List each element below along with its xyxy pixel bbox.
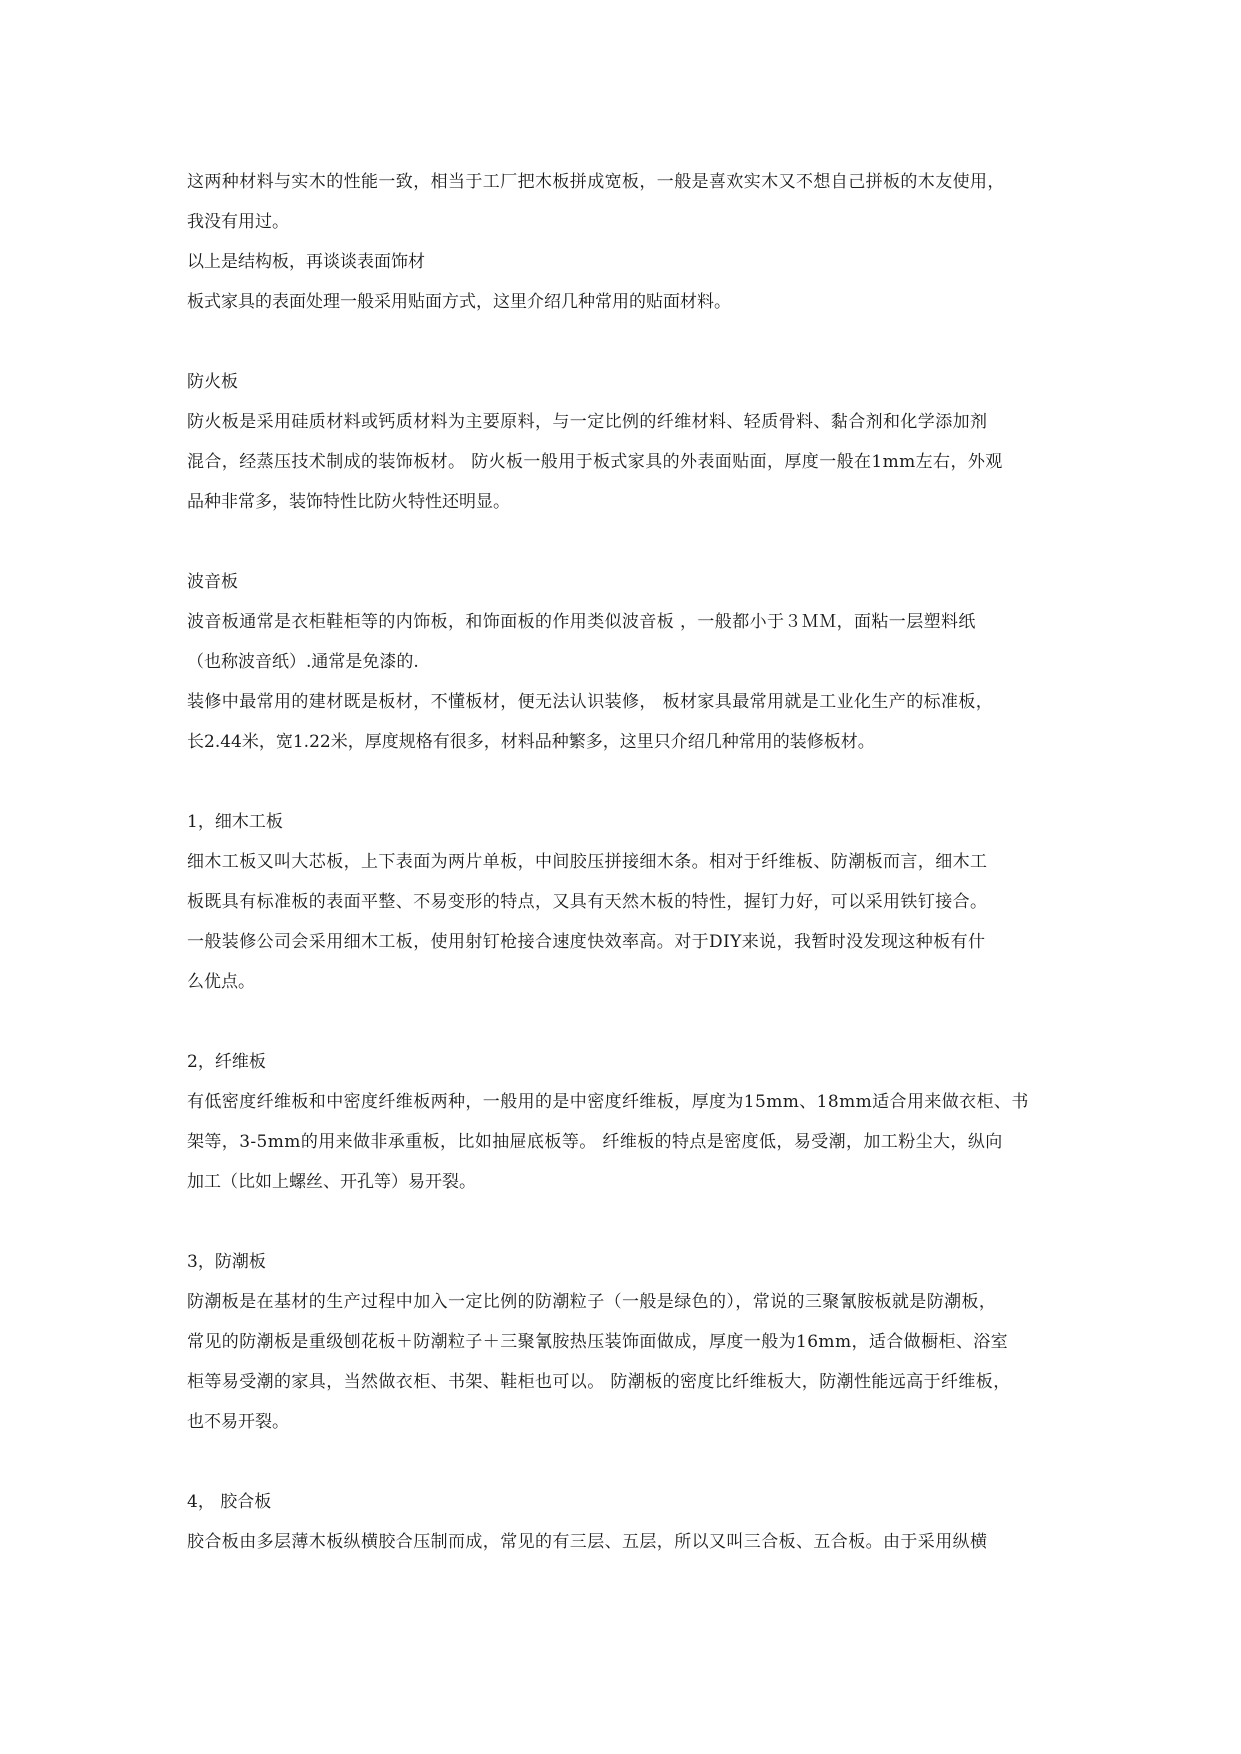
paragraph-line: 以上是结构板，再谈谈表面饰材 xyxy=(187,252,425,272)
paragraph-line: 有低密度纤维板和中密度纤维板两种，一般用的是中密度纤维板，厚度为15mm、18mm适合用来做衣柜、书 xyxy=(187,1092,1029,1112)
paragraph-line: 防火板是采用硅质材料或钙质材料为主要原料，与一定比例的纤维材料、轻质骨料、黏合剂和化学添加剂 xyxy=(187,412,988,432)
section-heading: 2，纤维板 xyxy=(187,1052,266,1072)
paragraph-line: 波音板通常是衣柜鞋柜等的内饰板，和饰面板的作用类似波音板 ，一般都小于３ＭＭ，面粘一层塑料纸 xyxy=(187,612,976,632)
blank-line xyxy=(187,1002,1055,1042)
paragraph-line: 么优点。 xyxy=(187,972,255,992)
paragraph-line: 板式家具的表面处理一般采用贴面方式，这里介绍几种常用的贴面材料。 xyxy=(187,292,731,312)
paragraph-line: 我没有用过。 xyxy=(187,212,289,232)
section-heading: 3，防潮板 xyxy=(187,1252,266,1272)
paragraph-line: 细木工板又叫大芯板，上下表面为两片单板，中间胶压拼接细木条。相对于纤维板、防潮板而言，细木工 xyxy=(187,852,988,872)
section-heading: 防火板 xyxy=(187,372,238,392)
paragraph-line: 防潮板是在基材的生产过程中加入一定比例的防潮粒子（一般是绿色的），常说的三聚氰胺板就是防潮板， xyxy=(187,1292,997,1312)
section-heading: 4， 胶合板 xyxy=(187,1492,272,1512)
blank-line xyxy=(187,1442,1055,1482)
paragraph-line: 胶合板由多层薄木板纵横胶合压制而成，常见的有三层、五层，所以又叫三合板、五合板。由于采用纵横 xyxy=(187,1532,988,1552)
paragraph-line: （也称波音纸）.通常是免漆的. xyxy=(187,652,419,672)
blank-line xyxy=(187,522,1055,562)
document-body xyxy=(187,162,1055,1562)
blank-line xyxy=(187,1202,1055,1242)
blank-line xyxy=(187,762,1055,802)
paragraph-line: 装修中最常用的建材既是板材，不懂板材，便无法认识装修， 板材家具最常用就是工业化生产的标准板， xyxy=(187,692,994,712)
paragraph-line: 这两种材料与实木的性能一致，相当于工厂把木板拼成宽板，一般是喜欢实木又不想自己拼板的木友使用， xyxy=(187,172,1005,192)
paragraph-line: 长2.44米，宽1.22米，厚度规格有很多，材料品种繁多，这里只介绍几种常用的装修板材。 xyxy=(187,732,875,752)
paragraph-line: 柜等易受潮的家具，当然做衣柜、书架、鞋柜也可以。 防潮板的密度比纤维板大，防潮性能远高于纤维板， xyxy=(187,1372,1011,1392)
paragraph-line: 板既具有标准板的表面平整、不易变形的特点，又具有天然木板的特性，握钉力好，可以采用铁钉接合。 xyxy=(187,892,988,912)
paragraph-line: 混合，经蒸压技术制成的装饰板材。 防火板一般用于板式家具的外表面贴面，厚度一般在1mm左右，外观 xyxy=(187,452,1003,472)
blank-line xyxy=(187,322,1055,362)
paragraph-line: 也不易开裂。 xyxy=(187,1412,289,1432)
paragraph-line: 常见的防潮板是重级刨花板＋防潮粒子＋三聚氰胺热压装饰面做成，厚度一般为16mm，适合做橱柜、浴室 xyxy=(187,1332,1009,1352)
section-heading: 1，细木工板 xyxy=(187,812,283,832)
paragraph-line: 加工（比如上螺丝、开孔等）易开裂。 xyxy=(187,1172,476,1192)
paragraph-line: 一般装修公司会采用细木工板，使用射钉枪接合速度快效率高。对于DIY来说，我暂时没发现这种板有什 xyxy=(187,932,986,952)
section-heading: 波音板 xyxy=(187,572,238,592)
paragraph-line: 架等，3-5mm的用来做非承重板，比如抽屉底板等。 纤维板的特点是密度低，易受潮，加工粉尘大，纵向 xyxy=(187,1132,1003,1152)
paragraph-line: 品种非常多，装饰特性比防火特性还明显。 xyxy=(187,492,510,512)
